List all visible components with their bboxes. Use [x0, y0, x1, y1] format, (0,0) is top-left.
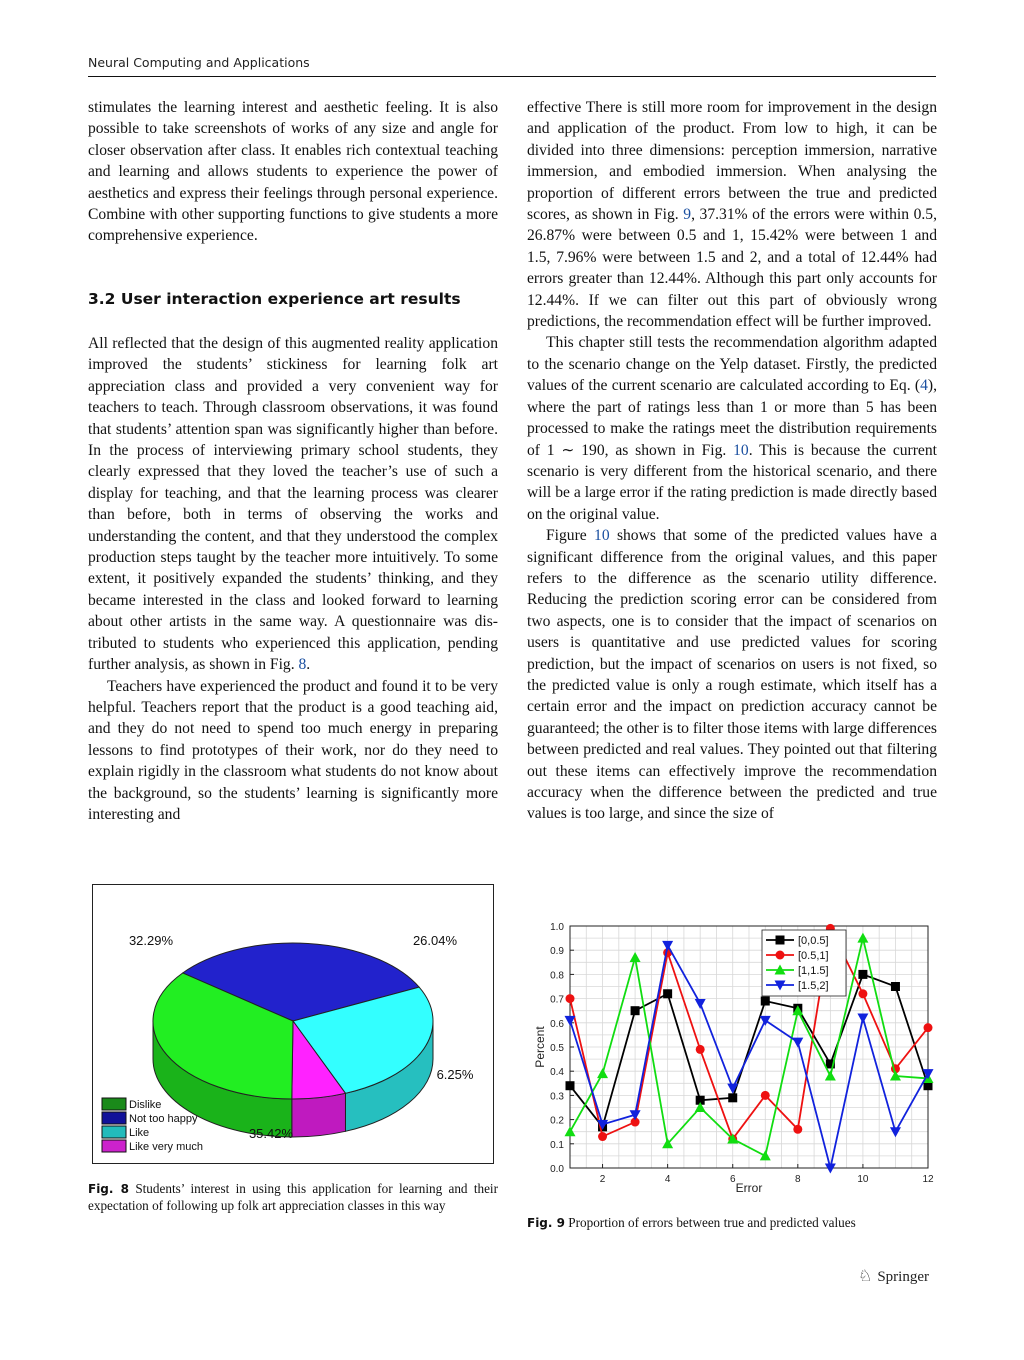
data-point — [728, 1093, 737, 1102]
data-point — [857, 933, 868, 943]
legend-marker — [776, 936, 785, 945]
data-point — [793, 1125, 802, 1134]
equation-ref-link[interactable]: 4 — [920, 377, 928, 395]
pie-data-label: 32.29% — [128, 933, 174, 948]
figure-ref-link[interactable]: 10 — [594, 527, 610, 545]
caption-label: Fig. 8 — [88, 1182, 129, 1196]
figure-9-caption — [527, 1215, 937, 1232]
paragraph: Figure 10 shows that some of the predicted values have a significant difference from the original values, and this paper refers to the difference as the scenario utility difference. Reducing the prediction scoring error can be considered from two aspects, one is to consider that the impact of scenarios on users is quantitative and use predicted values for scoring prediction, but the impact of scenarios on users is not fixed, so the predicted value is only a rough estimate, which itself has a certain error and the impact on prediction accuracy cannot be guaranteed; the other is to filter those items with large differences between predicted and real values. They pointed out that filtering out these items can effectively improve the recommendation accuracy when the difference between the predicted and true values is too large, and since the size of — [527, 527, 937, 823]
figure-ref-link[interactable]: 8 — [298, 656, 307, 674]
caption-text: Proportion of errors between true and predicted values — [568, 1215, 856, 1230]
data-point — [565, 1016, 576, 1026]
legend-swatch — [102, 1112, 126, 1124]
legend-label: Like very much — [129, 1141, 203, 1153]
legend-label: [0.5,1] — [798, 950, 829, 962]
y-tick-label: 0.9 — [550, 946, 564, 958]
data-point — [858, 970, 867, 979]
y-tick-label: 1.0 — [550, 922, 564, 933]
data-point — [891, 982, 900, 991]
publisher-name: Springer — [877, 1269, 930, 1285]
data-point — [631, 1006, 640, 1015]
paragraph: effective There is still more room for improvement in the design and application of the product. From low to high, it can be divided into three dimensions: perception immersion, narrative immersion, and embodied immersion. When analysing the proportion of different errors between the true and predicted scores, as shown in Fig. 9, 37.31% of the errors were within 0.5, 26.87% were between 0.5 and 1, 15.42% were between 1 and 1.5, 7.96% were between 1.5 and 2, and a total of 12.44% had errors greater than 12.44%. Although this part only accounts for 12.44%. If we can filter out this part of obviously wrong predictions, the recommendation effect will be further improved. — [527, 99, 937, 331]
legend-label: Like — [129, 1127, 150, 1139]
figure-9-line-chart — [522, 918, 942, 1203]
data-point — [662, 941, 673, 951]
data-point — [761, 997, 770, 1006]
data-point — [924, 1023, 933, 1032]
data-point — [857, 1013, 868, 1023]
publisher-logo — [858, 1266, 929, 1286]
data-point — [858, 989, 867, 998]
data-point — [566, 994, 575, 1003]
data-point — [565, 1126, 576, 1136]
left-column-top — [88, 97, 498, 247]
line-chart-svg — [522, 918, 942, 1203]
left-column-bottom — [88, 333, 498, 825]
data-point — [825, 1071, 836, 1081]
legend-label: [0,0.5] — [798, 935, 829, 947]
y-tick-label: 0.7 — [550, 994, 564, 1006]
data-point — [597, 1068, 608, 1078]
data-point — [761, 1091, 770, 1100]
x-tick-label: 8 — [795, 1174, 801, 1185]
pie-side-wall — [292, 1093, 346, 1137]
y-tick-label: 0.8 — [550, 970, 564, 982]
y-tick-label: 0.0 — [550, 1164, 564, 1175]
paragraph: This chapter still tests the recommendation algorithm adapted to the scenario change on the Yelp dataset. Firstly, the predicted values of the current scenario are calculated according to Eq. (4), where the part of ratings less than 1 or more than 5 has been processed to make the ratings meet the distribution requirements of 1 ∼ 190, as shown in Fig. 10. This is because the current scenario is very different from the historical scenario, and there will be a large error if the rating prediction is made directly based on the original value. — [527, 334, 937, 523]
right-column — [527, 97, 937, 825]
pie-data-label: 6.25% — [436, 1067, 474, 1082]
data-point — [792, 1038, 803, 1048]
figure-ref-link[interactable]: 10 — [733, 441, 749, 459]
y-tick-label: 0.6 — [550, 1018, 564, 1030]
legend-label: [1.5,2] — [798, 980, 829, 992]
legend-swatch — [102, 1126, 126, 1138]
x-tick-label: 12 — [922, 1174, 934, 1185]
pie-data-label: 26.04% — [412, 933, 458, 948]
running-header: Neural Computing and Applications — [88, 55, 310, 70]
data-point — [696, 1045, 705, 1054]
legend-swatch — [102, 1140, 126, 1152]
legend-swatch — [102, 1098, 126, 1110]
paragraph: stimulates the learning interest and aesthetic feeling. It is also possible to take screenshots of works of any size and angle for closer observation after class. It enables rich contextual teaching and learning and allows students to experience the power of aesthetics and express their feelings through personal experience. Combine with other supporting functions to give students a more comprehensive experience. — [88, 99, 498, 245]
data-point — [598, 1132, 607, 1141]
data-point — [566, 1081, 575, 1090]
y-axis-label: Percent — [533, 1026, 547, 1068]
paragraph: All reflected that the design of this augmented reality application improved the students’ stickiness for learning folk art appreciation class and provided a very convenient way for teachers to teach. Through classroom observations, it was found that students’ attention span was significantly higher than before. In the process of interviewing primary school students, they clearly expressed that they loved the teacher’s use of such a display for teaching, and that the learning process was clearer than before, both in terms of observing the works and understanding the content, and that they understood the complex production steps taught by the teacher more intuitively. To some extent, it positively expanded the students’ thinking, and they became interested in the class and looked forward to learning about other artists in the same way. A questionnaire was distributed to students who experienced this application, pending further analysis, as shown in Fig. 8. — [88, 335, 498, 674]
caption-label: Fig. 9 — [527, 1216, 565, 1230]
figure-8-caption — [88, 1181, 498, 1214]
x-tick-label: 2 — [599, 1174, 606, 1185]
y-tick-label: 0.1 — [550, 1139, 564, 1151]
pie-chart-svg — [93, 885, 493, 1163]
header-rule — [88, 76, 936, 77]
legend-label: Not too happy — [129, 1113, 198, 1125]
y-tick-label: 0.2 — [550, 1115, 564, 1127]
data-point — [695, 999, 706, 1009]
springer-horse-icon: ♘ — [858, 1268, 873, 1285]
caption-text: Students’ interest in using this application for learning and their expectation of following up folk art appreciation classes in this way — [88, 1181, 498, 1213]
x-tick-label: 10 — [857, 1174, 869, 1185]
y-tick-label: 0.5 — [550, 1043, 564, 1054]
pie-data-label: 35.42% — [248, 1126, 294, 1141]
y-tick-label: 0.3 — [550, 1091, 564, 1103]
paragraph: Teachers have experienced the product and found it to be very helpful. Teachers report that the product is a good teaching aid, and they do not need to spend too much energy in preparing lessons to find prototypes of their work, nor do they need to explain rigidly in the classroom what students do not know about the background, so the students’ learning is significantly more interesting and — [88, 677, 498, 823]
figure-8-pie-chart — [92, 884, 494, 1164]
legend-label: Dislike — [129, 1099, 162, 1111]
x-tick-label: 4 — [664, 1174, 671, 1185]
data-point — [890, 1127, 901, 1137]
x-axis-label: Error — [735, 1181, 763, 1195]
data-point — [760, 1150, 771, 1160]
section-heading: 3.2 User interaction experience art results — [88, 290, 461, 308]
data-point — [663, 989, 672, 998]
legend-marker — [776, 951, 785, 960]
x-tick-label: 6 — [729, 1174, 736, 1185]
data-point — [760, 1016, 771, 1026]
data-point — [630, 952, 641, 962]
y-tick-label: 0.4 — [550, 1067, 564, 1079]
figure-ref-link[interactable]: 9 — [683, 206, 692, 224]
legend-label: [1,1.5] — [798, 965, 829, 977]
